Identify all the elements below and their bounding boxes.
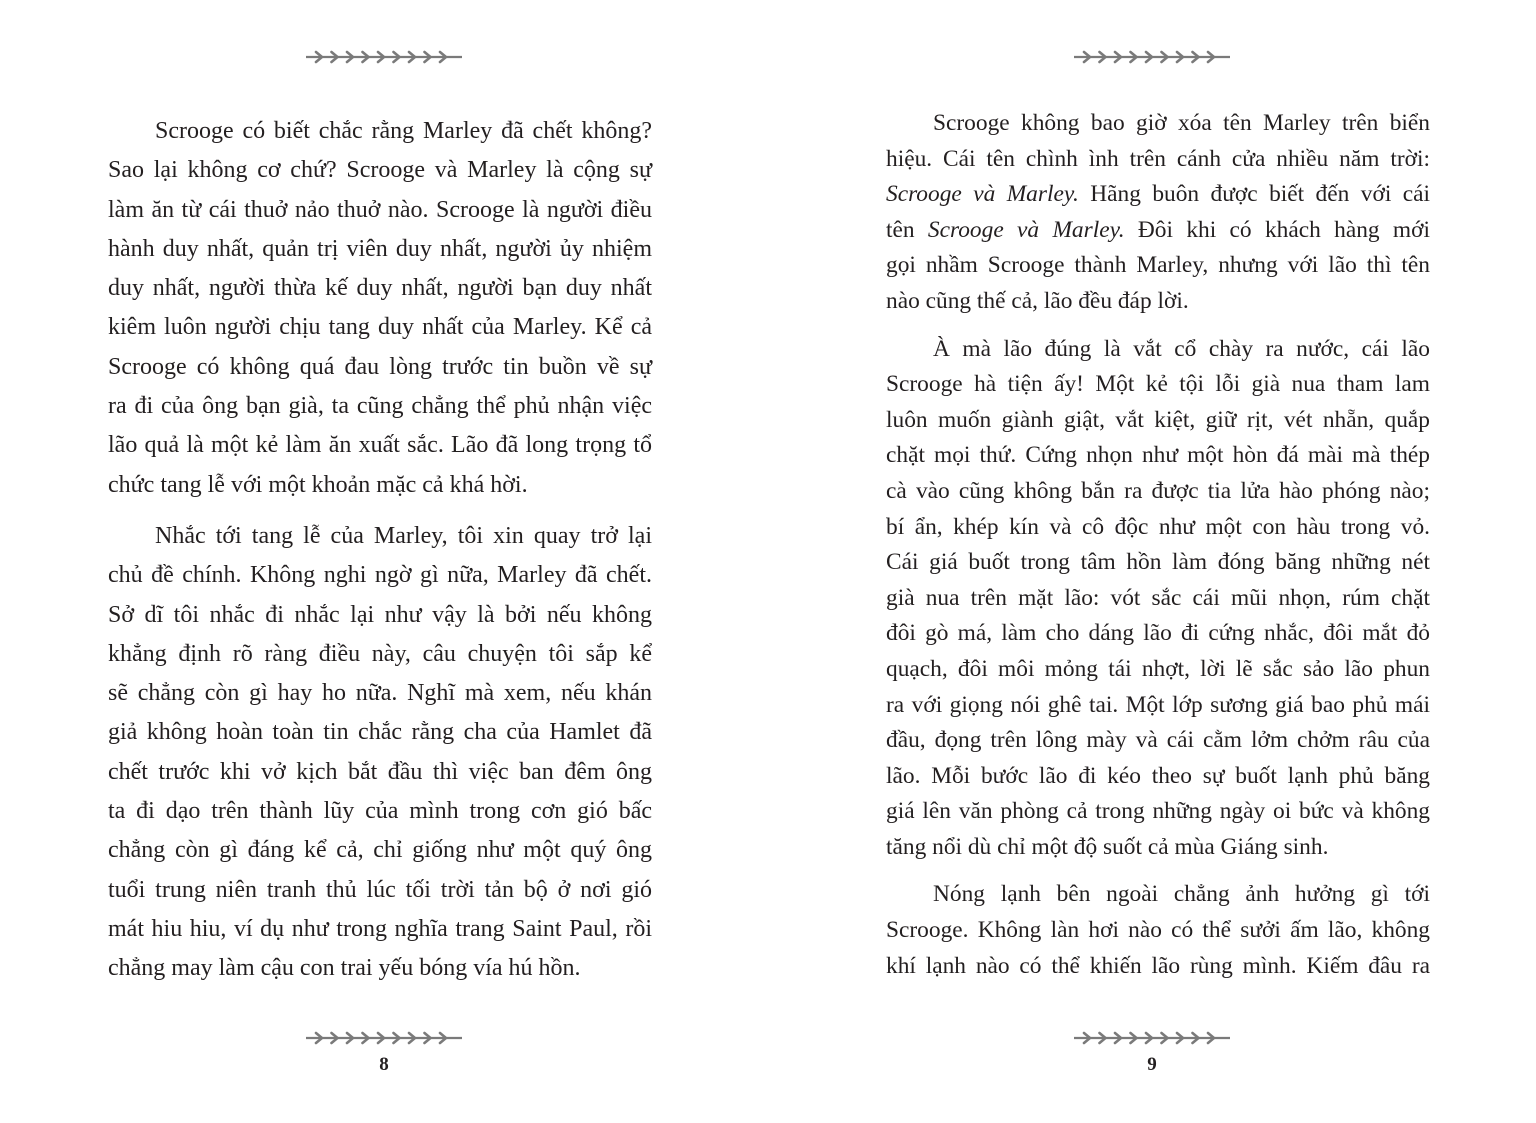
text-line — [886, 438, 1430, 474]
paragraph — [886, 106, 1430, 320]
text-line — [108, 426, 652, 465]
text-line — [108, 596, 652, 635]
text-line — [108, 191, 652, 230]
text-segment: tên — [886, 216, 928, 243]
text-line — [886, 877, 1430, 913]
text-segment: lão quả là một kẻ làm ăn xuất sắc. Lão đã long trọng tổ — [108, 432, 652, 459]
page-body — [886, 106, 1430, 984]
text-segment: lão. Mỗi bước lão đi kéo theo sự buốt lạnh phủ băng — [886, 762, 1430, 789]
text-line — [108, 871, 652, 910]
page-body — [108, 112, 652, 989]
text-segment: đôi gò má, làm cho dáng lão đi cứng nhắc, đôi mắt đỏ — [886, 620, 1430, 647]
page-number: 8 — [379, 1054, 389, 1075]
text-segment: ra đi của ông bạn già, ta cũng chẳng thể phủ nhận việc — [108, 393, 652, 420]
text-line — [886, 510, 1430, 546]
text-line — [886, 723, 1430, 759]
text-segment: gọi nhầm Scrooge thành Marley, nhưng với lão thì tên — [886, 252, 1430, 279]
text-line — [108, 831, 652, 870]
text-line — [886, 177, 1430, 213]
text-segment: bí ẩn, khép kín và cô độc như một con hàu trong vỏ. — [886, 513, 1430, 540]
text-segment: kiêm luôn người chịu tang duy nhất của Marley. Kể cả — [108, 314, 652, 341]
text-line — [886, 581, 1430, 617]
text-line — [108, 308, 652, 347]
text-segment: đầu, đọng trên lông mày và cái cằm lởm chởm râu của — [886, 727, 1430, 754]
text-line — [886, 213, 1430, 249]
text-segment: hiệu. Cái tên chình ình trên cánh cửa nhiều năm trời: — [886, 145, 1430, 172]
text-line — [108, 517, 652, 556]
text-line — [108, 466, 652, 505]
text-segment: chức tang lễ với một khoản mặc cả khá hời. — [108, 471, 528, 498]
text-line — [886, 474, 1430, 510]
text-segment: quạch, đôi môi mỏng tái nhợt, lời lẽ sắc sảo lão phun — [886, 655, 1430, 682]
text-line — [886, 759, 1430, 795]
text-line — [108, 713, 652, 752]
text-line — [886, 949, 1430, 985]
text-segment: tăng nổi dù chỉ một độ suốt cả mùa Giáng sinh. — [886, 833, 1329, 860]
text-segment: già nua trên mặt lão: vót sắc cái mũi nhọn, rúm chặt — [886, 584, 1430, 611]
text-segment: Scrooge hà tiện ấy! Một kẻ tội lỗi già nua tham lam — [886, 371, 1430, 398]
text-line — [108, 112, 652, 151]
text-segment: Scrooge có biết chắc rằng Marley đã chết không? — [155, 118, 652, 144]
paragraph — [108, 517, 652, 989]
paragraph — [886, 877, 1430, 984]
ornament-arrow-icon — [1072, 50, 1232, 64]
text-line — [108, 949, 652, 988]
text-line — [108, 556, 652, 595]
text-line — [886, 652, 1430, 688]
text-segment: nào cũng thế cả, lão đều đáp lời. — [886, 287, 1189, 314]
text-segment: chủ đề chính. Không nghi ngờ gì nữa, Marley đã chết. — [108, 562, 652, 589]
text-line — [108, 910, 652, 949]
text-line — [886, 332, 1430, 368]
text-line — [108, 269, 652, 308]
text-segment: cà vào cũng không bắn ra được tia lửa hào phóng nào; — [886, 477, 1430, 504]
text-segment: chẳng còn gì đáng kể cả, chỉ giống như một quý ông — [108, 837, 652, 864]
right-page — [768, 0, 1536, 1123]
text-segment: Hãng buôn được biết đến với cái — [1078, 181, 1430, 208]
text-segment: ta đi dạo trên thành lũy của mình trong cơn gió bấc — [108, 798, 652, 825]
text-line — [886, 830, 1430, 866]
text-segment: duy nhất, người thừa kế duy nhất, người bạn duy nhất — [108, 275, 652, 302]
ornament-arrow-icon — [304, 50, 464, 64]
text-line — [886, 616, 1430, 652]
text-line — [108, 230, 652, 269]
text-segment: chẳng may làm cậu con trai yếu bóng vía hú hồn. — [108, 955, 581, 982]
text-line — [886, 367, 1430, 403]
text-segment: Scrooge có không quá đau lòng trước tin buồn về sự — [108, 353, 652, 380]
text-line — [886, 403, 1430, 439]
ornament-arrow-icon — [304, 1031, 464, 1045]
paragraph — [108, 112, 652, 505]
text-segment: Đôi khi có khách hàng mới — [1124, 216, 1430, 243]
text-line — [108, 635, 652, 674]
text-line — [886, 284, 1430, 320]
text-line — [886, 142, 1430, 178]
text-segment: làm ăn từ cái thuở nảo thuở nào. Scrooge là người điều — [108, 196, 652, 223]
text-segment: ra với giọng nói ghê tai. Một lớp sương giá bao phủ mái — [886, 691, 1430, 718]
text-segment: hành duy nhất, quản trị viên duy nhất, người ủy nhiệm — [108, 235, 652, 262]
text-line — [886, 248, 1430, 284]
italic-text: Scrooge và Marley. — [886, 181, 1079, 208]
italic-text: Scrooge và Marley. — [927, 216, 1125, 243]
text-line — [886, 688, 1430, 724]
text-line — [108, 348, 652, 387]
text-segment: khí lạnh nào có thể khiến lão rùng mình. Kiếm đâu ra — [886, 952, 1430, 979]
text-segment: luôn muốn giành giật, vắt kiệt, giữ rịt, vét nhẵn, quắp — [886, 406, 1430, 433]
text-segment: khẳng định rõ ràng điều này, câu chuyện tôi sắp kể — [108, 640, 652, 667]
text-segment: Sở dĩ tôi nhắc đi nhắc lại như vậy là bởi nếu không — [108, 601, 652, 628]
text-segment: mát hiu hiu, ví dụ như trong nghĩa trang Saint Paul, rồi — [108, 915, 652, 942]
text-segment: Sao lại không cơ chứ? Scrooge và Marley là cộng sự — [108, 157, 652, 184]
text-line — [108, 792, 652, 831]
text-line — [886, 545, 1430, 581]
text-line — [108, 151, 652, 190]
text-line — [108, 387, 652, 426]
text-line — [108, 674, 652, 713]
text-segment: tuổi trung niên tranh thủ lúc tối trời tản bộ ở nơi gió — [108, 876, 652, 903]
text-segment: Nóng lạnh bên ngoài chẳng ảnh hưởng gì tới — [933, 881, 1430, 908]
text-segment: giả không hoàn toàn tin chắc rằng cha của Hamlet đã — [108, 719, 652, 746]
text-line — [108, 753, 652, 792]
text-line — [886, 794, 1430, 830]
text-line — [886, 106, 1430, 142]
text-segment: Nhắc tới tang lễ của Marley, tôi xin quay trở lại — [155, 522, 652, 549]
paragraph — [886, 332, 1430, 866]
text-line — [886, 913, 1430, 949]
text-segment: Scrooge. Không làn hơi nào có thể sưởi ấm lão, không — [886, 917, 1430, 944]
page-number: 9 — [1147, 1054, 1157, 1075]
text-segment: chặt mọi thứ. Cứng nhọn như một hòn đá mài mà thép — [886, 442, 1430, 469]
text-segment: Cái giá buốt trong tâm hồn làm đóng băng những nét — [886, 549, 1430, 576]
ornament-arrow-icon — [1072, 1031, 1232, 1045]
text-segment: À mà lão đúng là vắt cổ chày ra nước, cái lão — [933, 335, 1430, 362]
text-segment: chết trước khi vở kịch bắt đầu thì việc ban đêm ông — [108, 758, 652, 785]
text-segment: Scrooge không bao giờ xóa tên Marley trên biển — [933, 110, 1430, 136]
text-segment: giá lên văn phòng cả trong những ngày oi bức và không — [886, 798, 1430, 825]
text-segment: sẽ chẳng còn gì hay ho nữa. Nghĩ mà xem, nếu khán — [108, 680, 652, 707]
